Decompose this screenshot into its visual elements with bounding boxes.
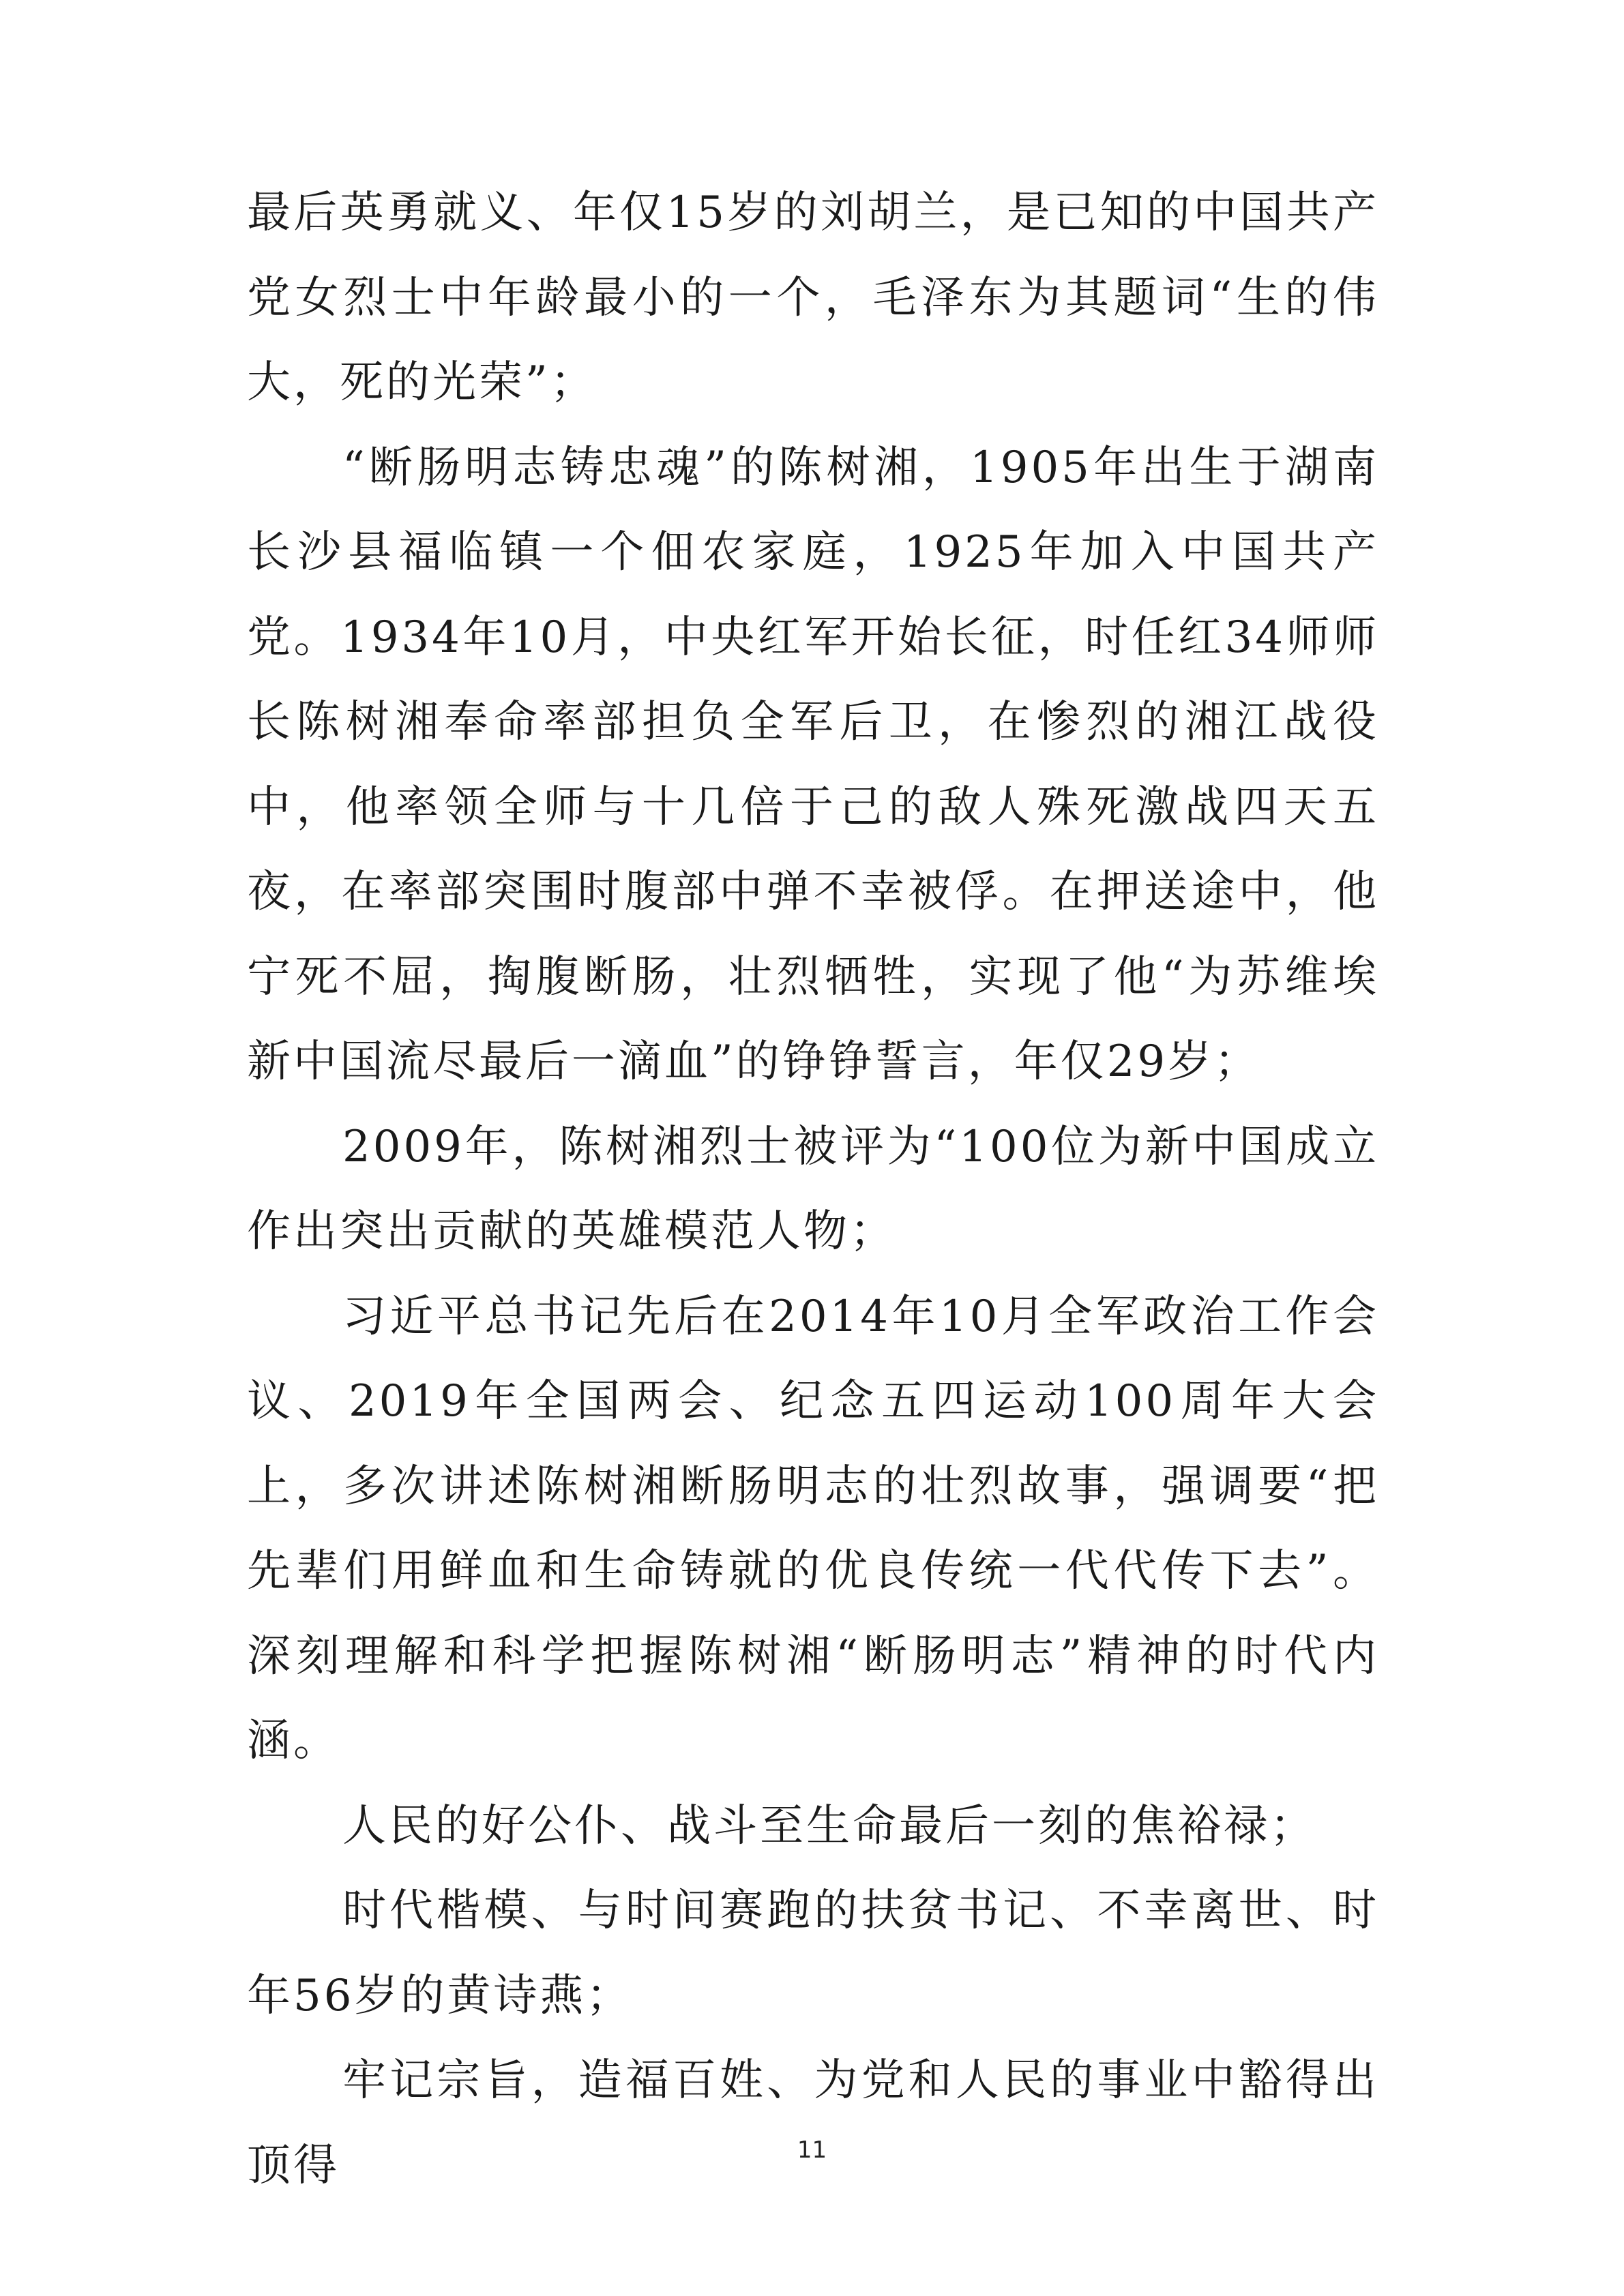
paragraph-last-line: 牢记宗旨，造福百姓、为党和人民的事业中豁得出顶得 <box>247 2055 1379 2191</box>
paragraph-huang-shiyan: 时代楷模、与时间赛跑的扶贫书记、不幸离世、时年56岁的黄诗燕； <box>247 1885 1379 2021</box>
paragraph-jiao-yulu: 人民的好公仆、战斗至生命最后一刻的焦裕禄； <box>342 1800 1316 1851</box>
paragraph-xi-jinping: 习近平总书记先后在2014年10月全军政治工作会议、2019年全国两会、纪念五四运动100周年大会上，多次讲述陈树湘断肠明志的壮烈故事，强调要“把先辈们用鲜血和生命铸就的优良传统一代代传下去”。深刻理解和科学把握陈树湘“断肠明志”精神的时代内涵。 <box>247 1291 1379 1766</box>
page-number: 11 <box>797 2136 827 2164</box>
paragraph-2009-honor: 2009年，陈树湘烈士被评为“100位为新中国成立作出突出贡献的英雄模范人物； <box>247 1121 1379 1257</box>
body-text <box>247 170 1379 2208</box>
paragraph-chen-shuxiang: “断肠明志铸忠魂”的陈树湘，1905年出生于湖南长沙县福临镇一个佃农家庭，1925年加入中国共产党。1934年10月，中央红军开始长征，时任红34师师长陈树湘奉命率部担负全军后卫，在惨烈的湘江战役中，他率领全师与十几倍于己的敌人殊死激战四天五夜，在率部突围时腹部中弹不幸被俘。在押送途中，他宁死不屈，掏腹断肠，壮烈牺牲，实现了他“为苏维埃新中国流尽最后一滴血”的铮铮誓言，年仅29岁； <box>247 442 1379 1087</box>
paragraph-liu-hulan: 最后英勇就义、年仅15岁的刘胡兰，是已知的中国共产党女烈士中年龄最小的一个，毛泽东为其题词“生的伟大，死的光荣”； <box>247 188 1379 408</box>
